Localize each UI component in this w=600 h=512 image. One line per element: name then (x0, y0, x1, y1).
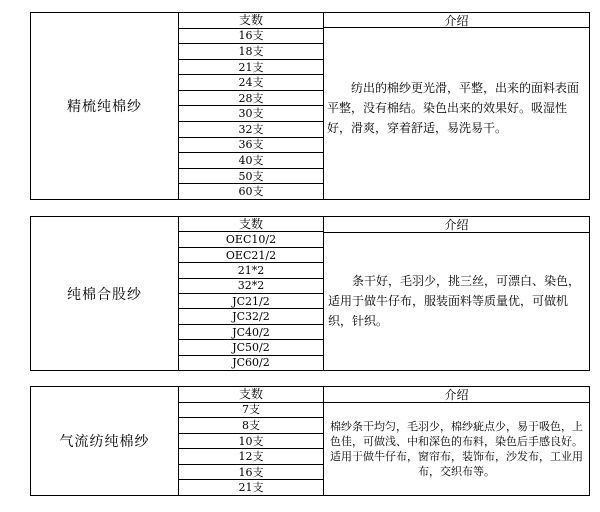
count-cell: 10支 (179, 434, 323, 450)
count-cell: 18支 (179, 44, 323, 60)
description-text: 棉纱条干均匀，毛羽少，棉纱疵点少，易于吸色，上色佳，可做浅、中和深色的布料，染色后手感良好。适用于做牛仔布，窗帘布，装饰布，沙发布，工业用布，交织布等。 (330, 419, 583, 478)
yarn-type-name: 精梳纯棉纱 (31, 13, 179, 199)
count-cell: JC21/2 (179, 294, 323, 309)
count-cell: JC32/2 (179, 309, 323, 324)
count-cell: 30支 (179, 106, 323, 122)
combed-cotton-yarn-table (30, 12, 590, 200)
description-column (324, 13, 589, 199)
count-cell: OEC21/2 (179, 248, 323, 263)
count-column (179, 13, 324, 199)
count-cell: 32支 (179, 122, 323, 138)
description-text: 纺出的棉纱更光滑，平整，出来的面料表面平整，没有棉结。染色出来的效果好。吸湿性好，滑爽，穿着舒适，易洗易干。 (327, 80, 580, 135)
count-cell: OEC10/2 (179, 232, 323, 247)
description-header: 介绍 (324, 387, 589, 403)
count-cell: JC60/2 (232, 356, 270, 370)
count-cell: 40支 (179, 153, 323, 169)
count-cell: 32*2 (179, 279, 323, 294)
count-cell: 16支 (179, 29, 323, 45)
count-header: 支数 (179, 217, 323, 232)
description-header: 介绍 (324, 217, 589, 233)
count-column (179, 387, 324, 495)
count-cell: 21*2 (179, 263, 323, 278)
count-cell: 50支 (179, 169, 323, 185)
count-cell: 21支 (179, 60, 323, 76)
count-header: 支数 (179, 387, 323, 403)
count-cell: 21支 (238, 481, 264, 495)
count-column (179, 217, 324, 370)
count-cell: 60支 (238, 185, 264, 199)
count-cell: 24支 (179, 75, 323, 91)
count-cell: 16支 (179, 465, 323, 481)
open-end-cotton-yarn-table (30, 386, 590, 496)
count-cell: 28支 (179, 91, 323, 107)
count-header: 支数 (179, 13, 323, 29)
description-column (324, 217, 589, 370)
plied-cotton-yarn-table (30, 216, 590, 371)
description-header: 介绍 (324, 13, 589, 28)
count-cell: 12支 (179, 449, 323, 465)
yarn-type-name: 纯棉合股纱 (31, 217, 179, 370)
description-column (324, 387, 589, 495)
description-text: 条干好，毛羽少，挑三丝，可漂白、染色，适用于做牛仔布，服装面料等质量优，可做机织，针织。 (328, 274, 581, 329)
count-cell: 7支 (179, 403, 323, 419)
count-cell: 36支 (179, 138, 323, 154)
count-cell: 8支 (179, 418, 323, 434)
yarn-type-name: 气流纺纯棉纱 (31, 387, 179, 495)
count-cell: JC40/2 (179, 325, 323, 340)
count-cell: JC50/2 (179, 340, 323, 355)
